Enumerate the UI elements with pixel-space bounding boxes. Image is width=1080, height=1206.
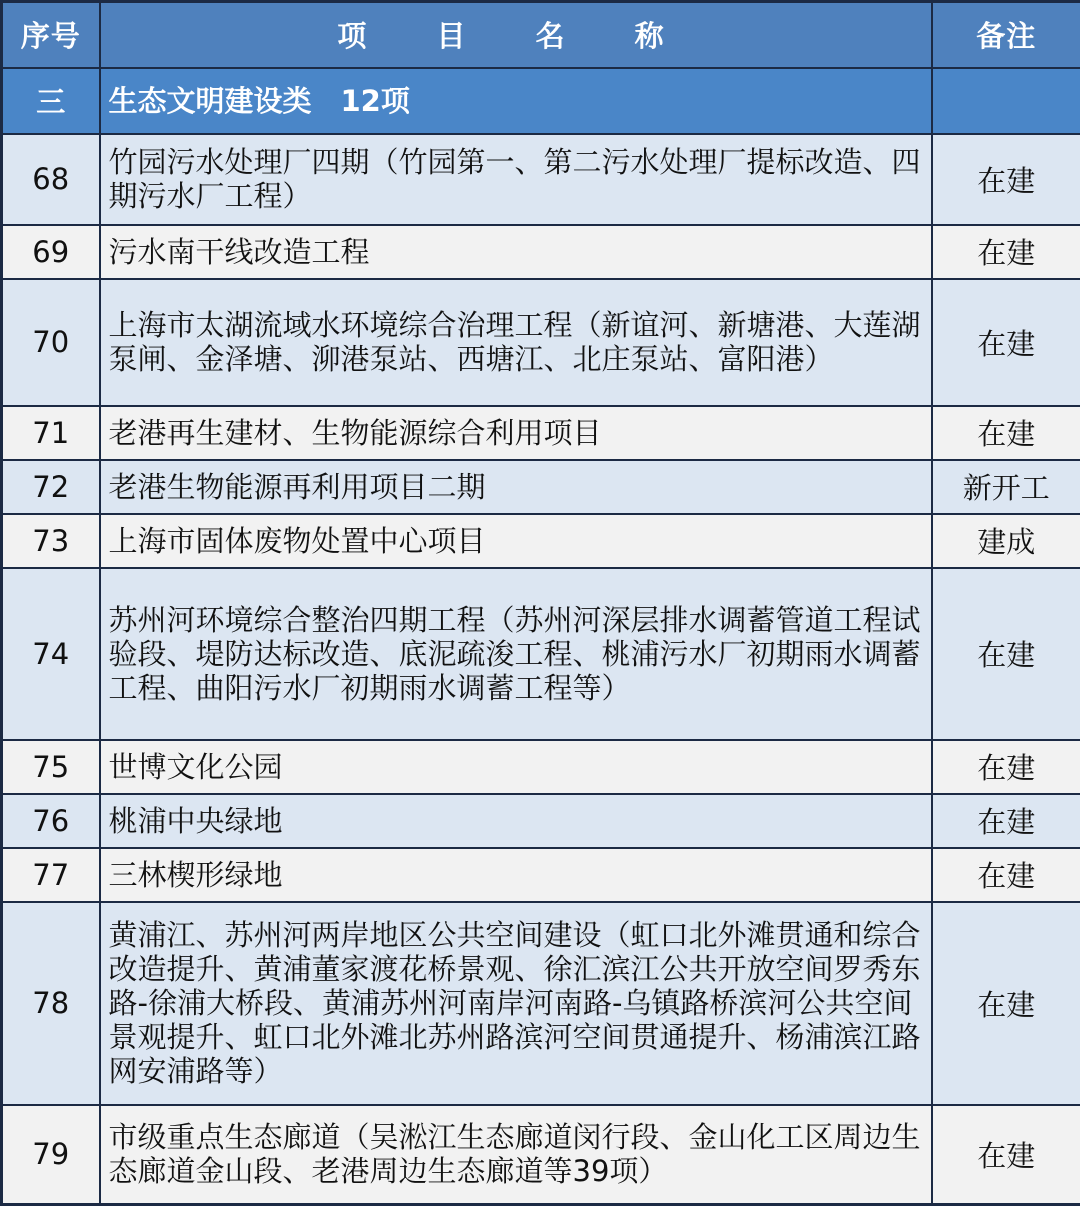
row-number: 70 xyxy=(2,279,100,406)
row-remark: 在建 xyxy=(932,740,1080,794)
row-project-name: 桃浦中央绿地 xyxy=(100,794,932,848)
row-remark: 建成 xyxy=(932,514,1080,568)
row-project-name: 三林楔形绿地 xyxy=(100,848,932,902)
row-number: 71 xyxy=(2,406,100,460)
row-project-name: 苏州河环境综合整治四期工程（苏州河深层排水调蓄管道工程试验段、堤防达标改造、底泥疏浚工程、桃浦污水厂初期雨水调蓄工程、曲阳污水厂初期雨水调蓄工程等） xyxy=(100,568,932,740)
table-row xyxy=(2,514,1080,568)
row-number: 77 xyxy=(2,848,100,902)
table-row xyxy=(2,848,1080,902)
table-row xyxy=(2,225,1080,279)
table-row xyxy=(2,1105,1080,1205)
row-remark: 在建 xyxy=(932,902,1080,1105)
category-name: 生态文明建设类 12项 xyxy=(100,68,932,134)
category-remark xyxy=(932,68,1080,134)
row-number: 79 xyxy=(2,1105,100,1205)
row-remark: 在建 xyxy=(932,279,1080,406)
table-row xyxy=(2,902,1080,1105)
header-remark: 备注 xyxy=(932,2,1080,68)
row-remark: 在建 xyxy=(932,134,1080,225)
row-number: 74 xyxy=(2,568,100,740)
table-row xyxy=(2,406,1080,460)
row-remark: 在建 xyxy=(932,1105,1080,1205)
header-name: 项 目 名 称 xyxy=(100,2,932,68)
row-project-name: 上海市固体废物处置中心项目 xyxy=(100,514,932,568)
row-remark: 在建 xyxy=(932,568,1080,740)
header-row xyxy=(2,2,1080,68)
row-project-name: 世博文化公园 xyxy=(100,740,932,794)
table-row xyxy=(2,279,1080,406)
row-remark: 在建 xyxy=(932,225,1080,279)
header-no: 序号 xyxy=(2,2,100,68)
row-remark: 在建 xyxy=(932,794,1080,848)
row-number: 72 xyxy=(2,460,100,514)
category-row xyxy=(2,68,1080,134)
table-row xyxy=(2,740,1080,794)
row-remark: 在建 xyxy=(932,848,1080,902)
category-no: 三 xyxy=(2,68,100,134)
table-row xyxy=(2,794,1080,848)
row-number: 78 xyxy=(2,902,100,1105)
row-project-name: 市级重点生态廊道（吴淞江生态廊道闵行段、金山化工区周边生态廊道金山段、老港周边生态廊道等39项） xyxy=(100,1105,932,1205)
row-project-name: 黄浦江、苏州河两岸地区公共空间建设（虹口北外滩贯通和综合改造提升、黄浦董家渡花桥景观、徐汇滨江公共开放空间罗秀东路-徐浦大桥段、黄浦苏州河南岸河南路-乌镇路桥滨河公共空间景观提升、虹口北外滩北苏州路滨河空间贯通提升、杨浦滨江路网安浦路等） xyxy=(100,902,932,1105)
table-row xyxy=(2,568,1080,740)
row-project-name: 污水南干线改造工程 xyxy=(100,225,932,279)
row-number: 76 xyxy=(2,794,100,848)
row-number: 75 xyxy=(2,740,100,794)
row-number: 73 xyxy=(2,514,100,568)
row-project-name: 上海市太湖流域水环境综合治理工程（新谊河、新塘港、大莲湖泵闸、金泽塘、泖港泵站、西塘江、北庄泵站、富阳港） xyxy=(100,279,932,406)
row-number: 68 xyxy=(2,134,100,225)
row-project-name: 老港再生建材、生物能源综合利用项目 xyxy=(100,406,932,460)
row-project-name: 竹园污水处理厂四期（竹园第一、第二污水处理厂提标改造、四期污水厂工程） xyxy=(100,134,932,225)
row-remark: 新开工 xyxy=(932,460,1080,514)
table-row xyxy=(2,460,1080,514)
table-row xyxy=(2,134,1080,225)
row-remark: 在建 xyxy=(932,406,1080,460)
row-project-name: 老港生物能源再利用项目二期 xyxy=(100,460,932,514)
row-number: 69 xyxy=(2,225,100,279)
